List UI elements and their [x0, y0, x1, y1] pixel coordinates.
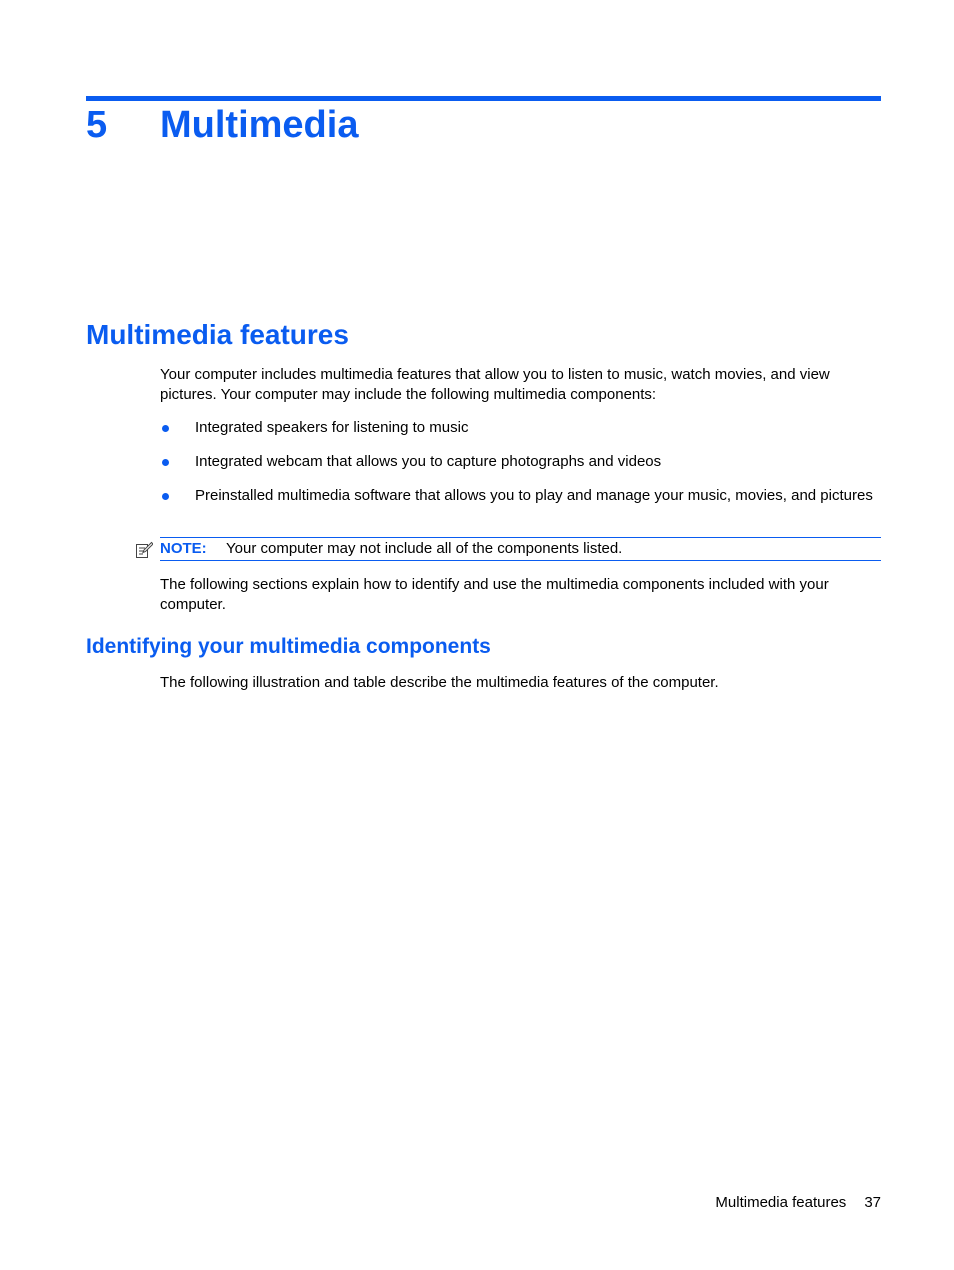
bullet-icon — [162, 493, 169, 500]
chapter-rule — [86, 96, 881, 101]
list-item-text: Preinstalled multimedia software that allows you to play and manage your music, movies, and pictures — [195, 487, 873, 504]
list-item-text: Integrated webcam that allows you to capture photographs and videos — [195, 453, 662, 470]
list-item — [160, 452, 882, 472]
note-box — [160, 537, 881, 561]
list-item-text: Integrated speakers for listening to music — [195, 419, 469, 436]
note-label: NOTE: — [160, 540, 207, 557]
following-paragraph: The following sections explain how to identify and use the multimedia components included with your computer. — [160, 576, 829, 613]
chapter-number: 5 — [86, 104, 108, 146]
bullet-icon — [162, 459, 169, 466]
note-pencil-icon — [135, 541, 153, 559]
footer-section: Multimedia features — [715, 1194, 847, 1211]
page-footer — [715, 1193, 881, 1213]
bullet-icon — [162, 425, 169, 432]
section-title: Multimedia features — [86, 319, 349, 350]
list-item — [160, 418, 882, 438]
chapter-title: Multimedia — [160, 104, 359, 146]
list-item — [160, 486, 882, 506]
subsection-paragraph: The following illustration and table describe the multimedia features of the computer. — [160, 674, 719, 691]
components-list — [160, 418, 882, 520]
subsection-title: Identifying your multimedia components — [86, 635, 491, 658]
note-text: Your computer may not include all of the components listed. — [226, 540, 623, 557]
intro-paragraph: Your computer includes multimedia features that allow you to listen to music, watch movies, and view pictures. Your computer may include the following multimedia components: — [160, 366, 830, 403]
page-number: 37 — [864, 1194, 881, 1211]
